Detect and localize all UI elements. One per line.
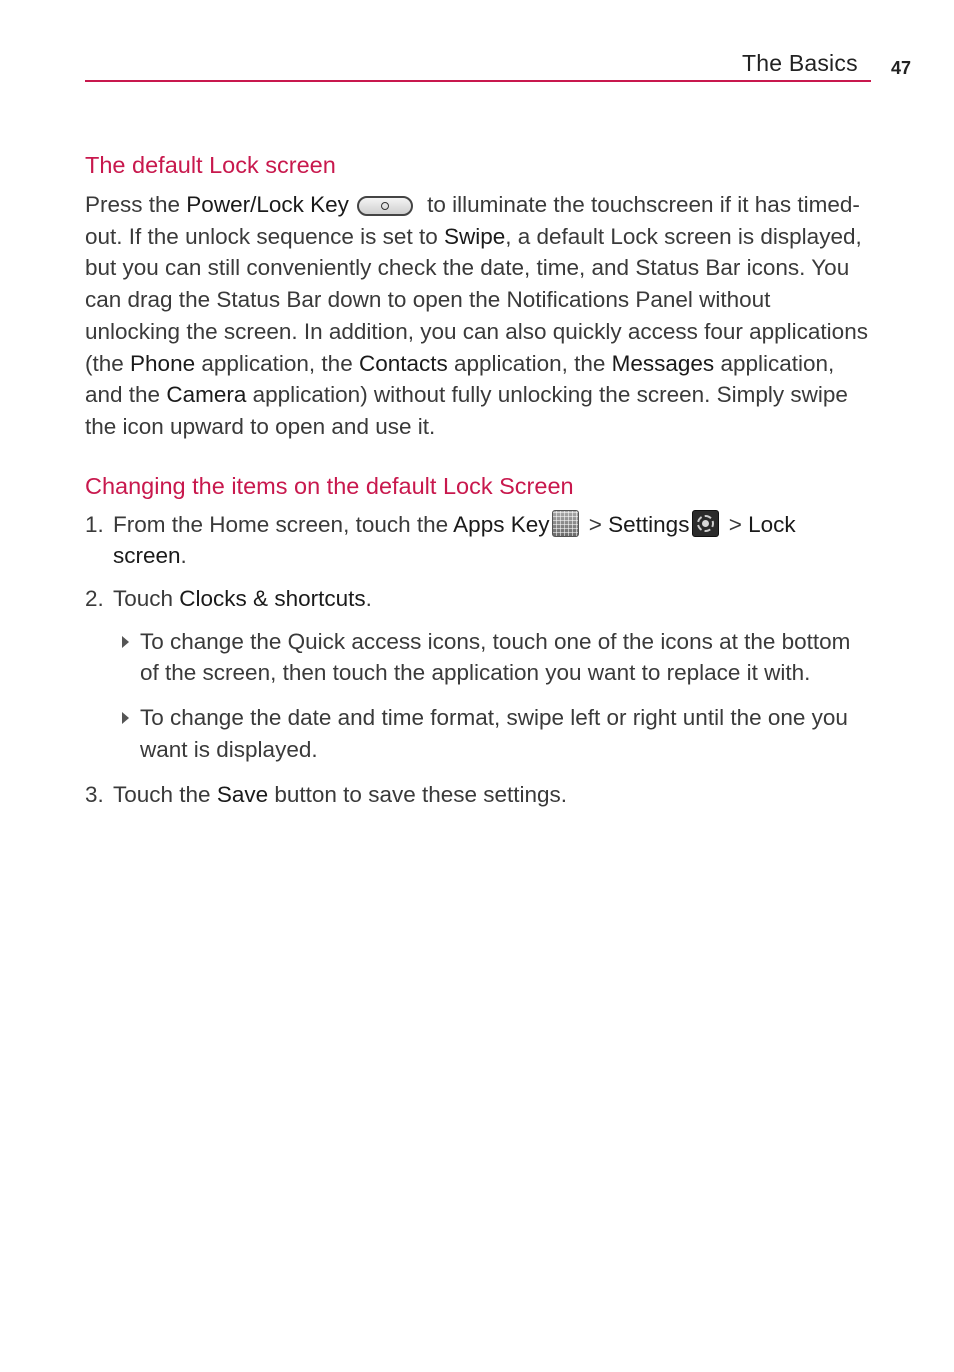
bullet-triangle-icon [122, 636, 129, 648]
settings-gear-icon [692, 510, 719, 537]
page-content [85, 148, 870, 810]
heading-changing-items: Changing the items on the default Lock Screen [85, 472, 574, 499]
list-item: To change the Quick access icons, touch one of the icons at the bottom of the screen, then touch the application you want to replace it with. [113, 626, 870, 689]
heading-default-lock-screen: The default Lock screen [85, 152, 336, 178]
step-number: 2. [85, 586, 104, 612]
term-swipe: Swipe [443, 223, 506, 249]
list-item: 3. Touch the Save button to save these settings. [85, 779, 870, 811]
lock-screen-paragraph: Press the Power/Lock Key to illuminate the touchscreen if it has timed-out. If the unlock sequence is set to Swipe, a default Lock screen is displayed, but you can still conveniently check the date, time, and Status Bar icons. You can drag the Status Bar down to open the Notifications Panel without unlocking the screen. In addition, you can also quickly access four applications (the Phone application, the Contacts application, the Messages application, and the Camera application) without fully unlocking the screen. Simply swipe the icon upward to open and use it. [85, 192, 868, 439]
list-item: To change the date and time format, swipe left or right until the one you want is displayed. [113, 702, 870, 765]
list-item: 1. From the Home screen, touch the Apps Key > Settings > Lock screen. [85, 509, 870, 572]
page-number: 47 [891, 58, 912, 78]
term-messages: Messages [611, 350, 715, 376]
term-settings: Settings [608, 511, 690, 537]
term-power-lock-key: Power/Lock Key [186, 192, 349, 217]
term-contacts: Contacts [358, 350, 448, 376]
sub-bullets [85, 626, 870, 766]
apps-grid-icon [552, 510, 579, 537]
step-number: 3. [85, 781, 104, 807]
list-item: 2. Touch Clocks & shortcuts. To change the Quick access icons, touch one of the icons at the bottom of the screen, then touch the application you want to replace it with. To change the date and time format, swipe left or right until the one you want is displayed. [85, 583, 870, 766]
term-lock-screen: Lock screen [113, 511, 796, 569]
term-save: Save [216, 781, 269, 807]
term-apps-key: Apps Key [453, 511, 550, 537]
header-divider [85, 80, 871, 82]
term-camera: Camera [166, 382, 247, 408]
term-phone: Phone [130, 350, 196, 376]
term-clocks-shortcuts: Clocks & shortcuts [179, 586, 366, 612]
bullet-triangle-icon [122, 712, 129, 724]
step-number: 1. [85, 511, 104, 537]
steps-list [85, 509, 870, 811]
section-title: The Basics [742, 50, 858, 76]
power-lock-key-icon [357, 196, 413, 216]
